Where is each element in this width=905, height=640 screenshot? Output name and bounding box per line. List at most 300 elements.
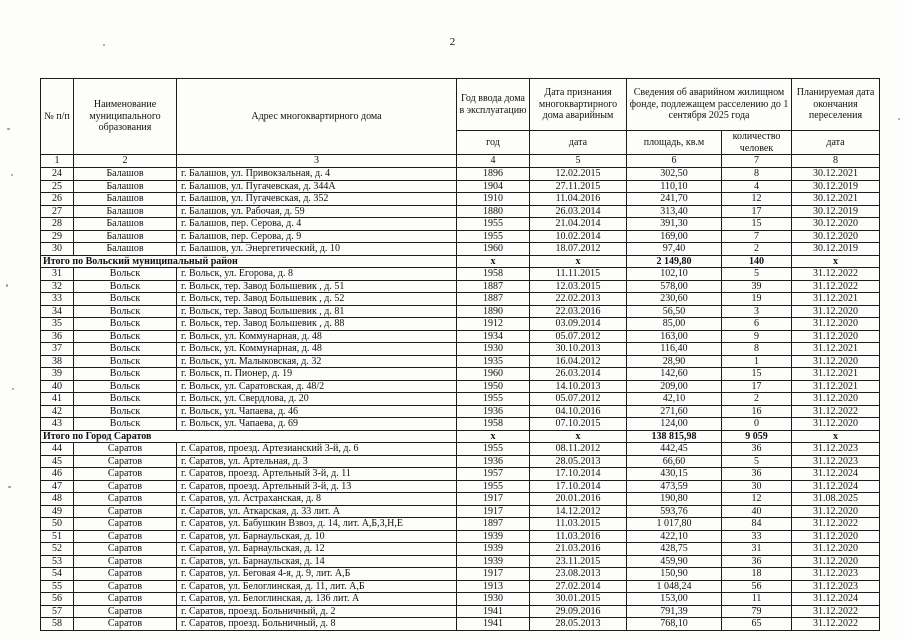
table-row [41, 168, 880, 181]
cell: г. Саратов, проезд. Артельный 3-й, д. 11 [177, 468, 457, 481]
cell: Вольск [74, 393, 177, 406]
total-cell: х [530, 255, 627, 268]
cell: Вольск [74, 380, 177, 393]
cell: г. Саратов, ул. Беговая 4-я, д. 9, лит. А,Б [177, 568, 457, 581]
cell: 391,30 [627, 218, 722, 231]
table-row [41, 330, 880, 343]
cell: 54 [41, 568, 74, 581]
cell: 30.12.2019 [792, 180, 880, 193]
cell: 31 [41, 268, 74, 281]
cell: 163,00 [627, 330, 722, 343]
cell: Саратов [74, 518, 177, 531]
cell: г. Саратов, проезд. Артезианский 3-й, д. 6 [177, 443, 457, 456]
cell: 48 [41, 493, 74, 506]
cell: 1913 [457, 580, 530, 593]
cell: г. Вольск, ул. Саратовская, д. 48/2 [177, 380, 457, 393]
cell: Балашов [74, 168, 177, 181]
cell: 1912 [457, 318, 530, 331]
cell: Балашов [74, 205, 177, 218]
cell: 29.09.2016 [530, 605, 627, 618]
cell: 1917 [457, 505, 530, 518]
cell: 30 [41, 243, 74, 256]
cell: г. Вольск, ул. Егорова, д. 8 [177, 268, 457, 281]
scan-speck [6, 284, 8, 287]
cell: 19 [722, 293, 792, 306]
cell: 27 [41, 205, 74, 218]
cell: 36 [722, 468, 792, 481]
cell: 40 [722, 505, 792, 518]
table-row [41, 568, 880, 581]
cell: Саратов [74, 443, 177, 456]
cell: 30.01.2015 [530, 593, 627, 606]
cell: 42,10 [627, 393, 722, 406]
cell: 57 [41, 605, 74, 618]
cell: г. Балашов, ул. Пугачевская, д. 344А [177, 180, 457, 193]
cell: 12 [722, 193, 792, 206]
cell: 31.12.2021 [792, 368, 880, 381]
cell: 31.12.2020 [792, 505, 880, 518]
cell: Вольск [74, 418, 177, 431]
column-number-row [41, 155, 880, 168]
cell: Саратов [74, 593, 177, 606]
cell: 31.12.2022 [792, 280, 880, 293]
total-cell: х [792, 255, 880, 268]
table-row [41, 455, 880, 468]
scan-speck [12, 388, 14, 390]
cell: Вольск [74, 280, 177, 293]
cell: г. Вольск, ул. Коммунарная, д. 48 [177, 343, 457, 356]
cell: 1880 [457, 205, 530, 218]
cell: 1960 [457, 368, 530, 381]
cell: 1917 [457, 568, 530, 581]
cell: 2 [722, 243, 792, 256]
cell: 31.12.2020 [792, 305, 880, 318]
subheader-year: год [457, 131, 530, 155]
cell: Балашов [74, 193, 177, 206]
cell: 66,60 [627, 455, 722, 468]
table-row [41, 405, 880, 418]
cell: 302,50 [627, 168, 722, 181]
cell: 27.11.2015 [530, 180, 627, 193]
cell: Вольск [74, 305, 177, 318]
table-row [41, 293, 880, 306]
cell: 31.12.2022 [792, 618, 880, 631]
table-row [41, 193, 880, 206]
cell: Балашов [74, 243, 177, 256]
cell: 31.12.2023 [792, 455, 880, 468]
table-row [41, 305, 880, 318]
cell: г. Вольск, тер. Завод Большевик , д. 88 [177, 318, 457, 331]
cell: Саратов [74, 568, 177, 581]
cell: 30.12.2021 [792, 193, 880, 206]
cell: г. Вольск, тер. Завод Большевик , д. 51 [177, 280, 457, 293]
cell: 39 [722, 280, 792, 293]
cell: 1 [722, 355, 792, 368]
cell: 768,10 [627, 618, 722, 631]
cell: 31.12.2020 [792, 530, 880, 543]
table-row [41, 230, 880, 243]
cell: 31.12.2023 [792, 580, 880, 593]
cell: 459,90 [627, 555, 722, 568]
cell: 12.02.2015 [530, 168, 627, 181]
cell: 142,60 [627, 368, 722, 381]
cell: 11 [722, 593, 792, 606]
cell: 47 [41, 480, 74, 493]
cell: 1934 [457, 330, 530, 343]
table-row [41, 280, 880, 293]
cell: 03.09.2014 [530, 318, 627, 331]
cell: г. Саратов, ул. Барнаульская, д. 12 [177, 543, 457, 556]
table-row [41, 593, 880, 606]
cell: 50 [41, 518, 74, 531]
cell: 43 [41, 418, 74, 431]
cell: г. Вольск, п. Пионер, д. 19 [177, 368, 457, 381]
cell: 5 [722, 455, 792, 468]
cell: 15 [722, 368, 792, 381]
cell: 23.11.2015 [530, 555, 627, 568]
cell: 1890 [457, 305, 530, 318]
cell: г. Саратов, ул. Артельная, д. 3 [177, 455, 457, 468]
cell: 18.07.2012 [530, 243, 627, 256]
cell: 04.10.2016 [530, 405, 627, 418]
cell: Саратов [74, 605, 177, 618]
cell: 422,10 [627, 530, 722, 543]
cell: 41 [41, 393, 74, 406]
cell: 169,00 [627, 230, 722, 243]
cell: 8 [722, 168, 792, 181]
cell: 7 [722, 230, 792, 243]
cell: 31.12.2023 [792, 443, 880, 456]
cell: 593,76 [627, 505, 722, 518]
cell: 21.03.2016 [530, 543, 627, 556]
cell: 31.12.2020 [792, 393, 880, 406]
cell: г. Вольск, тер. Завод Большевик , д. 81 [177, 305, 457, 318]
cell: 1904 [457, 180, 530, 193]
cell: 39 [41, 368, 74, 381]
cell: 4 [722, 180, 792, 193]
cell: 30.12.2020 [792, 218, 880, 231]
column-number: 7 [722, 155, 792, 168]
cell: 791,39 [627, 605, 722, 618]
table-row [41, 205, 880, 218]
cell: 56 [722, 580, 792, 593]
cell: 44 [41, 443, 74, 456]
scan-speck [898, 118, 900, 120]
cell: 31.12.2022 [792, 405, 880, 418]
cell: 36 [41, 330, 74, 343]
cell: 6 [722, 318, 792, 331]
cell: 18 [722, 568, 792, 581]
cell: 17.10.2014 [530, 480, 627, 493]
cell: 31 [722, 543, 792, 556]
cell: 209,00 [627, 380, 722, 393]
cell: 1936 [457, 455, 530, 468]
cell: г. Саратов, ул. Бабушкин Взвоз, д. 14, лит. А,Б,З,Н,Е [177, 518, 457, 531]
subheader-area: площадь, кв.м [627, 131, 722, 155]
cell: 53 [41, 555, 74, 568]
cell: 26 [41, 193, 74, 206]
cell: Саратов [74, 555, 177, 568]
cell: Саратов [74, 468, 177, 481]
cell: г. Саратов, ул. Аткарская, д. 33 лит. А [177, 505, 457, 518]
cell: 32 [41, 280, 74, 293]
table-row [41, 343, 880, 356]
cell: 31.12.2020 [792, 318, 880, 331]
cell: 1955 [457, 218, 530, 231]
column-number: 2 [74, 155, 177, 168]
cell: г. Саратов, ул. Белоглинская, д. 136 лит. А [177, 593, 457, 606]
header-address: Адрес многоквартирного дома [177, 79, 457, 155]
cell: 05.07.2012 [530, 330, 627, 343]
cell: 1 048,24 [627, 580, 722, 593]
cell: 28.05.2013 [530, 618, 627, 631]
cell: 1957 [457, 468, 530, 481]
column-number: 1 [41, 155, 74, 168]
cell: 1896 [457, 168, 530, 181]
cell: 30.12.2020 [792, 230, 880, 243]
cell: 24 [41, 168, 74, 181]
cell: Саратов [74, 493, 177, 506]
cell: 56,50 [627, 305, 722, 318]
scan-speck [7, 128, 10, 130]
table-row [41, 218, 880, 231]
cell: 45 [41, 455, 74, 468]
cell: 11.03.2015 [530, 518, 627, 531]
cell: 31.12.2022 [792, 605, 880, 618]
scan-speck [11, 174, 13, 176]
cell: 1939 [457, 555, 530, 568]
cell: 79 [722, 605, 792, 618]
cell: 31.12.2020 [792, 418, 880, 431]
cell: 20.01.2016 [530, 493, 627, 506]
cell: 15 [722, 218, 792, 231]
cell: Вольск [74, 368, 177, 381]
cell: 110,10 [627, 180, 722, 193]
cell: 1917 [457, 493, 530, 506]
column-number: 4 [457, 155, 530, 168]
cell: 30 [722, 480, 792, 493]
cell: 49 [41, 505, 74, 518]
cell: г. Вольск, ул. Чапаева, д. 69 [177, 418, 457, 431]
cell: 1910 [457, 193, 530, 206]
column-number: 5 [530, 155, 627, 168]
cell: 31.12.2020 [792, 330, 880, 343]
header-plan-date: Планируемая дата окончания переселения [792, 79, 880, 131]
cell: Балашов [74, 218, 177, 231]
subheader-date: дата [530, 131, 627, 155]
cell: 52 [41, 543, 74, 556]
cell: г. Саратов, ул. Барнаульская, д. 10 [177, 530, 457, 543]
cell: 0 [722, 418, 792, 431]
cell: 30.12.2019 [792, 205, 880, 218]
cell: Вольск [74, 343, 177, 356]
cell: 271,60 [627, 405, 722, 418]
cell: Вольск [74, 268, 177, 281]
cell: 230,60 [627, 293, 722, 306]
table-row [41, 243, 880, 256]
cell: 31.12.2022 [792, 268, 880, 281]
cell: 30.12.2019 [792, 243, 880, 256]
cell: 26.03.2014 [530, 368, 627, 381]
table-row [41, 518, 880, 531]
cell: г. Вольск, тер. Завод Большевик , д. 52 [177, 293, 457, 306]
cell: Саратов [74, 505, 177, 518]
cell: 27.02.2014 [530, 580, 627, 593]
header-municipality: Наименование муниципального образования [74, 79, 177, 155]
cell: 05.07.2012 [530, 393, 627, 406]
table-row [41, 468, 880, 481]
cell: 46 [41, 468, 74, 481]
cell: Балашов [74, 180, 177, 193]
scan-speck [8, 486, 11, 488]
total-label: Итого по Вольский муниципальный район [41, 255, 457, 268]
cell: 28 [41, 218, 74, 231]
cell: 51 [41, 530, 74, 543]
cell: 1930 [457, 343, 530, 356]
cell: 33 [41, 293, 74, 306]
cell: г. Саратов, ул. Барнаульская, д. 14 [177, 555, 457, 568]
cell: 116,40 [627, 343, 722, 356]
cell: Вольск [74, 330, 177, 343]
cell: 36 [722, 555, 792, 568]
cell: Вольск [74, 405, 177, 418]
cell: г. Саратов, проезд. Больничный, д. 8 [177, 618, 457, 631]
cell: 1930 [457, 593, 530, 606]
table-row [41, 555, 880, 568]
cell: 33 [722, 530, 792, 543]
cell: г. Вольск, ул. Малыковская, д. 32 [177, 355, 457, 368]
cell: 1935 [457, 355, 530, 368]
cell: г. Вольск, ул. Свердлова, д. 20 [177, 393, 457, 406]
cell: г. Саратов, проезд. Больничный, д. 2 [177, 605, 457, 618]
cell: 16 [722, 405, 792, 418]
cell: 1887 [457, 293, 530, 306]
table-row [41, 380, 880, 393]
page-number: 2 [449, 36, 456, 48]
cell: Саратов [74, 455, 177, 468]
cell: 31.12.2021 [792, 343, 880, 356]
total-row [41, 255, 880, 268]
table-row [41, 180, 880, 193]
table-header [41, 79, 880, 168]
cell: 11.03.2016 [530, 530, 627, 543]
cell: г. Саратов, ул. Белоглинская, д. 11, лит. А,Б [177, 580, 457, 593]
cell: 578,00 [627, 280, 722, 293]
cell: 28.05.2013 [530, 455, 627, 468]
cell: Саратов [74, 543, 177, 556]
cell: 428,75 [627, 543, 722, 556]
total-label: Итого по Город Саратов [41, 430, 457, 443]
cell: 1939 [457, 543, 530, 556]
cell: 31.12.2020 [792, 555, 880, 568]
cell: г. Вольск, ул. Чапаева, д. 46 [177, 405, 457, 418]
table-row [41, 268, 880, 281]
table-row [41, 505, 880, 518]
cell: 1941 [457, 605, 530, 618]
cell: 30.10.2013 [530, 343, 627, 356]
cell: 36 [722, 443, 792, 456]
cell: 473,59 [627, 480, 722, 493]
cell: 17 [722, 380, 792, 393]
cell: 31.12.2021 [792, 380, 880, 393]
cell: 5 [722, 268, 792, 281]
table-row [41, 580, 880, 593]
cell: 85,00 [627, 318, 722, 331]
cell: г. Саратов, ул. Астраханская, д. 8 [177, 493, 457, 506]
cell: 1939 [457, 530, 530, 543]
cell: г. Балашов, ул. Пугачевская, д. 352 [177, 193, 457, 206]
cell: 34 [41, 305, 74, 318]
cell: 153,00 [627, 593, 722, 606]
cell: 37 [41, 343, 74, 356]
cell: г. Балашов, пер. Серова, д. 4 [177, 218, 457, 231]
cell: 28,90 [627, 355, 722, 368]
total-cell: х [792, 430, 880, 443]
table-row [41, 605, 880, 618]
cell: 38 [41, 355, 74, 368]
cell: Саратов [74, 580, 177, 593]
cell: 150,90 [627, 568, 722, 581]
total-cell: х [530, 430, 627, 443]
cell: 1958 [457, 418, 530, 431]
cell: г. Балашов, ул. Энергетический, д. 10 [177, 243, 457, 256]
table-row [41, 493, 880, 506]
cell: 10.02.2014 [530, 230, 627, 243]
cell: 31.12.2024 [792, 468, 880, 481]
cell: 1958 [457, 268, 530, 281]
cell: 1950 [457, 380, 530, 393]
header-num: № п/п [41, 79, 74, 155]
cell: 31.12.2022 [792, 518, 880, 531]
table-row [41, 355, 880, 368]
cell: 25 [41, 180, 74, 193]
cell: 14.12.2012 [530, 505, 627, 518]
table-row [41, 530, 880, 543]
cell: 35 [41, 318, 74, 331]
total-cell: 138 815,98 [627, 430, 722, 443]
cell: 1955 [457, 443, 530, 456]
cell: 31.12.2024 [792, 480, 880, 493]
cell: 16.04.2012 [530, 355, 627, 368]
cell: 58 [41, 618, 74, 631]
cell: 55 [41, 580, 74, 593]
total-row [41, 430, 880, 443]
cell: г. Балашов, пер. Серова, д. 9 [177, 230, 457, 243]
table-row [41, 418, 880, 431]
cell: 56 [41, 593, 74, 606]
cell: 21.04.2014 [530, 218, 627, 231]
cell: 22.02.2013 [530, 293, 627, 306]
cell: 40 [41, 380, 74, 393]
total-cell: х [457, 430, 530, 443]
cell: 29 [41, 230, 74, 243]
cell: г. Балашов, ул. Рабочая, д. 59 [177, 205, 457, 218]
cell: 8 [722, 343, 792, 356]
total-cell: 2 149,80 [627, 255, 722, 268]
cell: 31.12.2020 [792, 355, 880, 368]
table-row [41, 443, 880, 456]
cell: 17 [722, 205, 792, 218]
cell: 08.11.2012 [530, 443, 627, 456]
table-row [41, 543, 880, 556]
cell: 124,00 [627, 418, 722, 431]
cell: 1887 [457, 280, 530, 293]
cell: 430,15 [627, 468, 722, 481]
subheader-plan-date: дата [792, 131, 880, 155]
cell: 190,80 [627, 493, 722, 506]
cell: г. Балашов, ул. Привокзальная, д. 4 [177, 168, 457, 181]
cell: 14.10.2013 [530, 380, 627, 393]
